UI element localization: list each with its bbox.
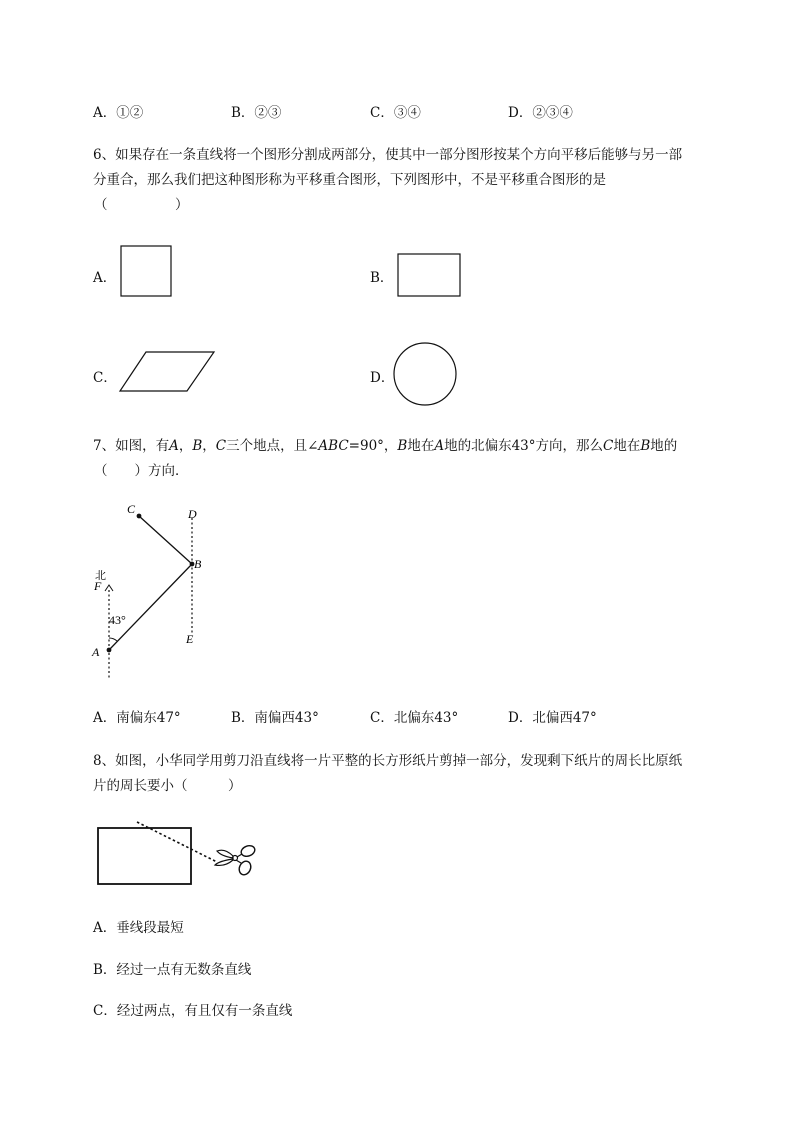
- circle-icon: [393, 342, 459, 408]
- square-icon: [120, 245, 174, 299]
- q5-option-a: A．①②: [93, 105, 144, 121]
- paper-cut-figure: [95, 818, 265, 890]
- label-angle: 43°: [109, 613, 126, 627]
- parallelogram-icon: [118, 350, 218, 394]
- q7-option-c: C．北偏东43°: [370, 710, 459, 726]
- q8-option-c: C．经过两点，有且仅有一条直线: [93, 1003, 293, 1019]
- q5-option-d: D．②③④: [508, 105, 573, 121]
- q7-option-b: B．南偏西43°: [231, 710, 319, 726]
- q7-stem-line2: （ ）方向．: [94, 463, 189, 479]
- q6-option-a-label: A．: [93, 270, 117, 286]
- label-f: F: [94, 579, 102, 593]
- q7-direction-figure: [85, 498, 225, 683]
- segment-ab: [109, 564, 192, 650]
- paper-rectangle: [98, 828, 191, 884]
- q6-option-c-label: C．: [93, 370, 117, 386]
- q8-stem-line1: 8、如图，小华同学用剪刀沿直线将一片平整的长方形纸片剪掉一部分，发现剩下纸片的周长比原纸: [93, 753, 683, 769]
- rectangle-icon: [397, 253, 463, 299]
- q8-option-a: A．垂线段最短: [93, 920, 184, 936]
- label-e: E: [186, 632, 194, 646]
- q6-stem-line1: 6、如果存在一条直线将一个图形分割成两部分，使其中一部分图形按某个方向平移后能够与另一部: [93, 147, 683, 163]
- label-b: B: [194, 557, 202, 571]
- q6-option-b-label: B．: [370, 270, 394, 286]
- label-a: A: [92, 645, 100, 659]
- point-a: [107, 648, 112, 653]
- label-c: C: [127, 502, 136, 516]
- point-c: [137, 514, 142, 519]
- label-d: D: [188, 507, 197, 521]
- q5-option-c: C．③④: [370, 105, 421, 121]
- q6-option-d-label: D．: [370, 370, 395, 386]
- q5-option-b: B．②③: [231, 105, 282, 121]
- q7-option-a: A．南偏东47°: [93, 710, 181, 726]
- scissors-icon: [215, 844, 256, 877]
- q7-option-d: D．北偏西47°: [508, 710, 597, 726]
- q8-option-b: B．经过一点有无数条直线: [93, 962, 252, 978]
- q7-stem-line1: 7、如图，有A，B，C三个地点，且∠ABC=90°，B地在A地的北偏东43°方向，那么C地在B地的: [93, 438, 678, 454]
- segment-cb: [139, 516, 192, 564]
- angle-arc: [109, 638, 117, 641]
- label-north: 北: [95, 569, 106, 582]
- q8-stem-line2: 片的周长要小（ ）: [93, 778, 242, 794]
- q6-stem-line2: 分重合，那么我们把这种图形称为平移重合图形，下列图形中，不是平移重合图形的是: [93, 172, 606, 188]
- q6-answer-bracket: （ ）: [94, 197, 189, 213]
